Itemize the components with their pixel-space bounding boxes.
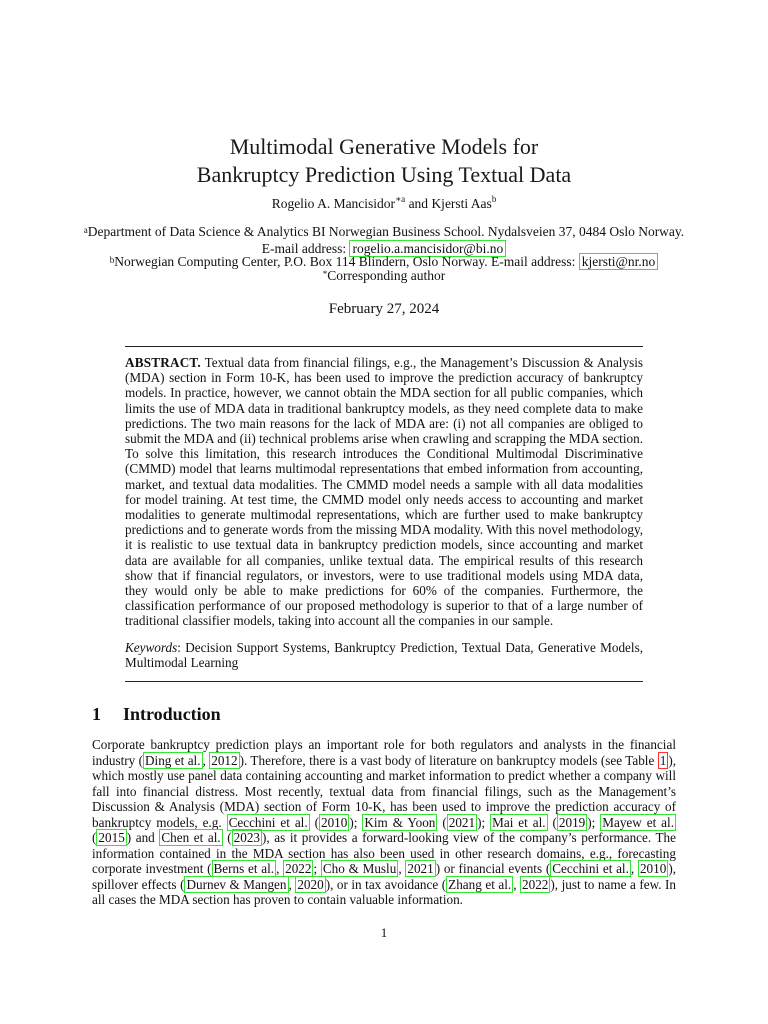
intro-text: , — [630, 861, 638, 876]
citation-year-link[interactable]: 2022 — [285, 861, 312, 876]
citation-link[interactable]: Durnev & Mangen — [186, 876, 287, 892]
affiliation-a-text: Department of Data Science & Analytics BI Norwegian Business School. Nydalsveien 37, 0484 Oslo Norway. E-mail address: — [87, 224, 685, 256]
email-link-author-2[interactable]: kjersti@nr.no — [579, 253, 659, 270]
keywords — [125, 640, 643, 670]
citation-link[interactable]: Cecchini et al. — [228, 814, 308, 830]
intro-text: ) and — [126, 830, 160, 845]
intro-text: , — [276, 861, 284, 876]
intro-text: Corporate bankruptcy prediction plays an important role for both regulators and analysts in the financial industry ( — [92, 737, 676, 768]
section-title: Introduction — [123, 704, 221, 724]
intro-text: ), just to name a few. In all cases the MDA section has proven to contain valuable information. — [92, 876, 677, 907]
intro-text: ; — [313, 861, 321, 876]
affiliation-b-text: Norwegian Computing Center, P.O. Box 114 Blindern, Oslo Norway. E-mail address: — [114, 254, 579, 269]
title-line-1: Multimodal Generative Models for — [229, 134, 539, 159]
keywords-text: : Decision Support Systems, Bankruptcy Prediction, Textual Data, Generative Models, Multimodal Learning — [125, 640, 643, 671]
paper-title — [0, 133, 768, 189]
corresponding-mark: * — [322, 269, 328, 279]
intro-text: ). Therefore, there is a vast body of literature on bankruptcy models (see Table — [239, 752, 658, 768]
abstract-top-rule — [125, 346, 643, 347]
intro-text: , — [202, 752, 210, 768]
citation-link[interactable]: Mayew et al. — [602, 814, 674, 830]
intro-text: ) or financial events ( — [435, 861, 551, 876]
keywords-label: Keywords — [125, 640, 178, 655]
intro-text: ), as it provides a forward-looking view of the company’s performance. The information contained in the MDA section has also been used in other research domains, e.g., forecasting corporate investment ( — [92, 830, 677, 876]
page-number: 1 — [380, 925, 388, 940]
citation-year-link[interactable]: 2021 — [407, 861, 434, 876]
intro-text: ); — [349, 814, 363, 830]
intro-text: ), or in tax avoidance ( — [325, 876, 447, 892]
abstract — [125, 355, 643, 629]
author-conjunction: and — [405, 196, 432, 211]
affiliation-a-mark: a — [83, 225, 88, 235]
author-1-marks: ∗a — [395, 194, 406, 204]
citation-link[interactable]: Chen et al. — [161, 830, 221, 845]
abstract-text: Textual data from financial filings, e.g., the Management’s Discussion & Analysis (MDA) section in Form 10-K, has been used to improve the prediction accuracy of bankruptcy models. In practice, however, we cannot obtain the MDA section for all public companies, which limits the use of MDA data in traditional bankruptcy models, as they need complete data to make predictions. The two main reasons for the lack of MDA are: (i) not all companies are obliged to submit the MDA and (ii) technical problems arise when crawling and scrapping the MDA section. To solve this limitation, this research introduces the Conditional Multimodal Discriminative (CMMD) model that learns multimodal representations that embed information from accounting, market, and textual data modalities. The CMMD model needs a sample with all data modalities for model training. At test time, the CMMD model only needs access to accounting and market modalities to generate multimodal representations, which are further used to make bankruptcy predictions and to generate words from the missing MDA modality. With this novel methodology, it is realistic to use textual data in bankruptcy prediction models, since accounting and market data are available for all companies, unlike textual data. The empirical results of this research show that if financial regulators, or investors, were to use traditional models using MDA data, they would only be able to make predictions for 60% of the companies. Furthermore, the classification performance of our proposed methodology is superior to that of a large number of traditional classifier models, taking into account all the companies in our sample. — [125, 355, 643, 629]
citation-link[interactable]: Ding et al. — [145, 752, 201, 768]
intro-text: , — [288, 876, 296, 892]
title-line-2: Bankruptcy Prediction Using Textual Data — [196, 162, 572, 187]
intro-text: ), which mostly use panel data containing accounting and market information to predict whether a company will fall into financial distress. Most recently, textual data from financial filings, such as the Management’s Discussion & Analysis (MDA) section of Form 10-K, has been used to improve the prediction accuracy of bankruptcy models, e.g. — [92, 752, 677, 830]
paper-date: February 27, 2024 — [328, 301, 440, 317]
citation-link[interactable]: Zhang et al. — [448, 876, 512, 892]
author-2-marks: b — [491, 194, 497, 204]
intro-text: ); — [587, 814, 601, 830]
email-link-author-1[interactable]: rogelio.a.mancisidor@bi.no — [349, 240, 506, 257]
citation-year-link[interactable]: 2020 — [297, 876, 324, 892]
citation-year-link[interactable]: 2015 — [98, 830, 125, 845]
citation-year-link[interactable]: 2022 — [522, 876, 549, 892]
intro-text: ( — [547, 814, 557, 830]
citation-link[interactable]: Berns et al. — [213, 861, 275, 876]
author-2: Kjersti Aas — [431, 196, 492, 211]
corresponding-author-note — [80, 268, 688, 285]
citation-link[interactable]: Kim & Yoon — [364, 814, 436, 830]
citation-link[interactable]: Cho & Muslu — [322, 861, 397, 876]
author-list — [0, 196, 768, 212]
citation-year-link[interactable]: 2010 — [320, 814, 348, 830]
abstract-label: ABSTRACT. — [125, 355, 201, 370]
intro-text: ( — [437, 814, 447, 830]
introduction-paragraph — [92, 737, 676, 908]
citation-link[interactable]: Mai et al. — [492, 814, 546, 830]
intro-text: , — [513, 876, 520, 892]
corresponding-text: Corresponding author — [327, 268, 446, 283]
citation-year-link[interactable]: 2019 — [558, 814, 586, 830]
section-heading — [92, 704, 221, 725]
abstract-bottom-rule — [125, 681, 643, 682]
citation-link[interactable]: Cecchini et al. — [552, 861, 629, 876]
citation-year-link[interactable]: 2010 — [639, 861, 667, 876]
intro-text: , — [398, 861, 406, 876]
table-reference-link[interactable]: 1 — [659, 752, 667, 768]
intro-text: ( — [92, 830, 97, 845]
intro-text: ( — [309, 814, 319, 830]
intro-text: ( — [222, 830, 232, 845]
intro-text: ), spillover effects ( — [92, 861, 677, 892]
citation-year-link[interactable]: 2012 — [211, 752, 238, 768]
affiliation-b-mark: b — [109, 255, 115, 265]
citation-year-link[interactable]: 2023 — [233, 830, 261, 845]
intro-text: ); — [477, 814, 491, 830]
author-1: Rogelio A. Mancisidor — [271, 196, 396, 211]
section-number: 1 — [92, 704, 101, 724]
citation-year-link[interactable]: 2021 — [448, 814, 476, 830]
